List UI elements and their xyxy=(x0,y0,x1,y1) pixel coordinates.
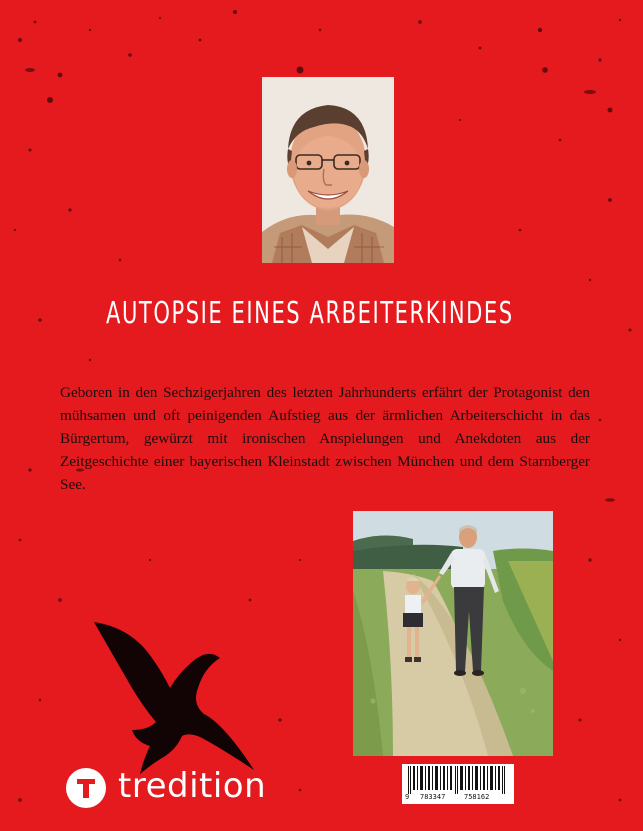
book-title: AUTOPSIE EINES ARBEITERKINDES xyxy=(106,296,514,331)
publisher-name: tredition xyxy=(118,766,267,806)
isbn-barcode xyxy=(402,764,514,804)
author-portrait-photo xyxy=(262,77,394,263)
tredition-logo-icon xyxy=(66,768,106,808)
vintage-family-photo xyxy=(353,511,553,756)
barcode-group-1: 783347 xyxy=(420,793,446,801)
barcode-group-2: 758162 xyxy=(464,793,490,801)
black-bird-silhouette xyxy=(92,618,256,776)
barcode-prefix: 9 xyxy=(405,793,410,801)
publisher-logo xyxy=(66,768,286,810)
book-blurb: Geboren in den Sechzigerjahren des letzten Jahrhunderts erfährt der Protagonist den mühsamen und oft peinigenden Aufstieg aus der ärmlichen Arbeiterschicht in das Bürgertum, gewürzt mit ironischen Anspielungen und Anekdoten aus der Zeitgeschichte einer bayerischen Kleinstadt zwischen München und dem Starnberger See. xyxy=(60,384,590,493)
